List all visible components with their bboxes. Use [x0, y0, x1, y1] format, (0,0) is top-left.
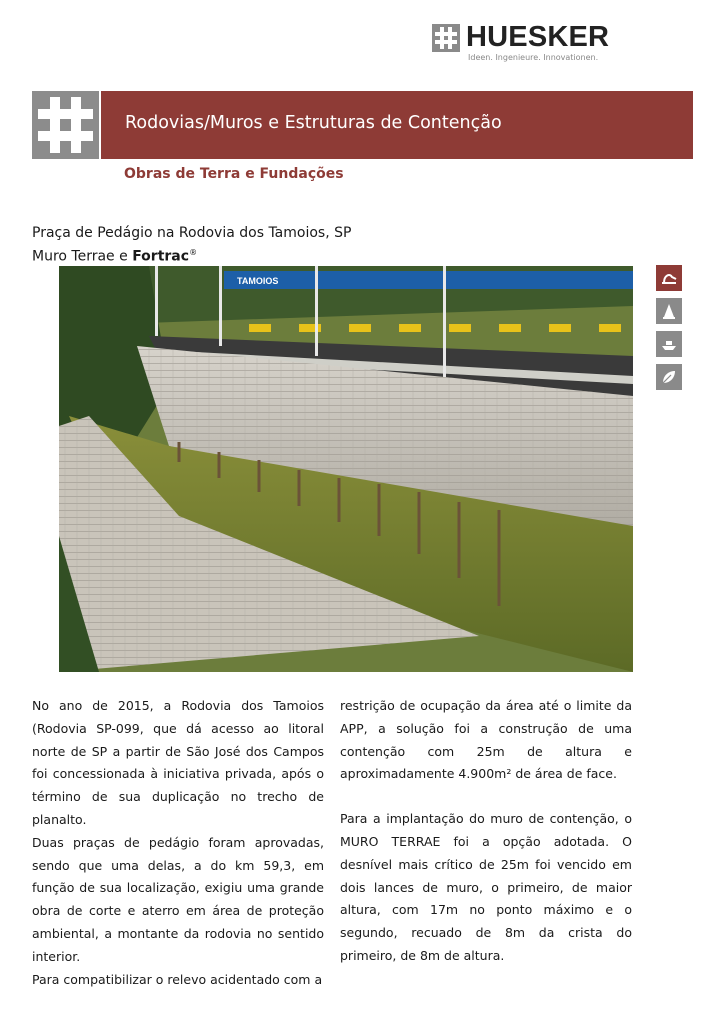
category-banner [32, 91, 693, 159]
ship-icon[interactable] [656, 331, 682, 357]
paragraph: restrição de ocupação da área até o limite da APP, a solução foi a construção de uma contenção com 25m de altura e aproximadamente 4.900m² de área de face. [340, 698, 632, 782]
paragraph: Duas praças de pedágio foram aprovadas, sendo que uma delas, a do km 59,3, em função de sua localização, exigiu uma grande obra de corte e aterro em área de proteção ambiental, a montante da rodovia no sentido interior. [32, 834, 324, 964]
huesker-logo [432, 22, 622, 66]
body-column-right [340, 695, 632, 968]
project-title-line1: Praça de Pedágio na Rodovia dos Tamoios, SP [32, 225, 352, 241]
banner-title: Rodovias/Muros e Estruturas de Contenção [125, 113, 502, 133]
brand-name: HUESKER [466, 21, 610, 53]
banner-hash-icon [32, 91, 99, 159]
road-icon[interactable] [656, 265, 682, 291]
project-title-brand: Fortrac [132, 248, 190, 265]
paragraph: No ano de 2015, a Rodovia dos Tamoios (Rodovia SP-099, que dá acesso ao litoral norte de SP a partir de São José dos Campos foi concessionada à iniciativa privada, após o término de sua duplicação no trecho de planalto. [32, 698, 324, 827]
project-title-line2 [32, 243, 351, 267]
category-icons [656, 265, 682, 397]
section-subtitle: Obras de Terra e Fundações [124, 166, 344, 182]
hash-logo-icon [432, 24, 460, 52]
toll-plaza-sign-text: TAMOIOS [237, 276, 279, 286]
banner-title-bar [101, 91, 693, 159]
project-title-prefix: Muro Terrae e [32, 248, 133, 265]
paragraph: Para a implantação do muro de contenção, o MURO TERRAE foi a opção adotada. O desnível mais crítico de 25m foi vencido em dois lances de muro, o primeiro, de maior altura, com 17m no ponto máximo e o segundo, recuado de 8m da crista do primeiro, de 8m de altura. [340, 811, 632, 963]
registered-mark: ® [189, 248, 198, 257]
project-photo [59, 266, 633, 672]
brand-tagline: Ideen. Ingenieure. Innovationen. [468, 53, 599, 62]
paragraph: Para compatibilizar o relevo acidentado com a [32, 971, 323, 987]
traffic-cone-icon[interactable] [656, 298, 682, 324]
leaf-icon[interactable] [656, 364, 682, 390]
paragraph-gap [340, 786, 632, 808]
body-column-left [32, 695, 324, 991]
project-title [32, 224, 351, 267]
